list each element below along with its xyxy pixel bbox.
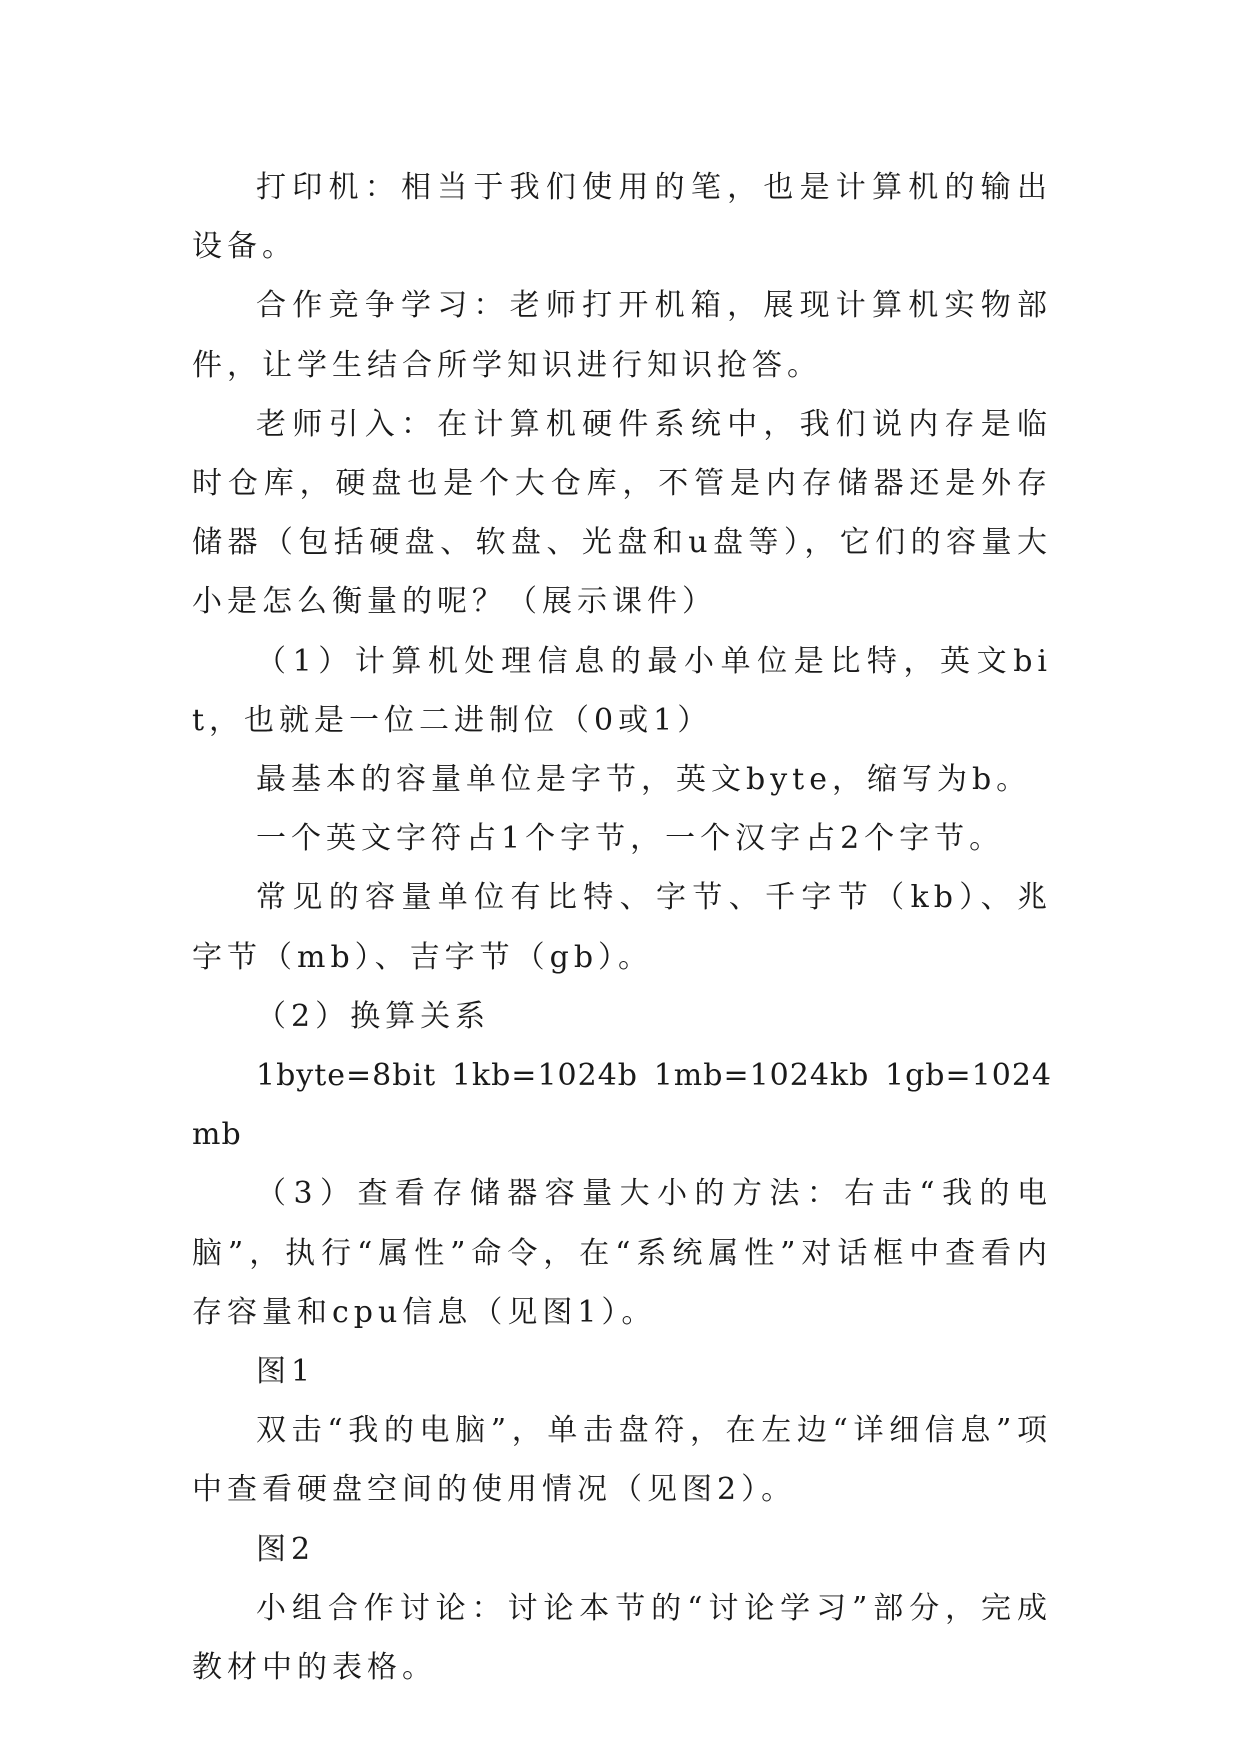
figure-1-caption: 图1 xyxy=(256,1354,316,1390)
paragraph-printer: 打印机：相当于我们使用的笔，也是计算机的输出设备。 xyxy=(192,170,1052,265)
figure-2-caption: 图2 xyxy=(256,1531,316,1567)
paragraph-conversion-heading: （2）换算关系 xyxy=(256,998,491,1034)
paragraph-teacher-intro: 老师引入：在计算机硬件系统中，我们说内存是临时仓库，硬盘也是个大仓库，不管是内存储器还是外存储器（包括硬盘、软盘、光盘和u盘等），它们的容量大小是怎么衡量的呢？（展示课件） xyxy=(192,406,1052,620)
paragraph-conversion-formula: 1byte=8bit 1kb=1024b 1mb=1024kb 1gb=1024mb xyxy=(192,1058,1052,1153)
paragraph-byte: 最基本的容量单位是字节，英文byte，缩写为b。 xyxy=(256,762,1032,798)
document-body xyxy=(192,158,1052,1697)
paragraph-char-size: 一个英文字符占1个字节，一个汉字占2个字节。 xyxy=(256,821,1005,857)
paragraph-view-disk: 双击“我的电脑”，单击盘符，在左边“详细信息”项中查看硬盘空间的使用情况（见图2）。 xyxy=(192,1413,1052,1508)
paragraph-bit: （1）计算机处理信息的最小单位是比特，英文bit，也就是一位二进制位（0或1） xyxy=(192,643,1052,738)
paragraph-group-discussion: 小组合作讨论：讨论本节的“讨论学习”部分，完成教材中的表格。 xyxy=(192,1590,1052,1686)
paragraph-units: 常见的容量单位有比特、字节、千字节（kb）、兆字节（mb）、吉字节（gb）。 xyxy=(192,880,1052,975)
paragraph-cooperative-learning: 合作竞争学习：老师打开机箱，展现计算机实物部件，让学生结合所学知识进行知识抢答。 xyxy=(192,288,1052,383)
paragraph-view-memory: （3）查看存储器容量大小的方法：右击“我的电脑”，执行“属性”命令，在“系统属性”对话框中查看内存容量和cpu信息（见图1）。 xyxy=(192,1176,1052,1330)
